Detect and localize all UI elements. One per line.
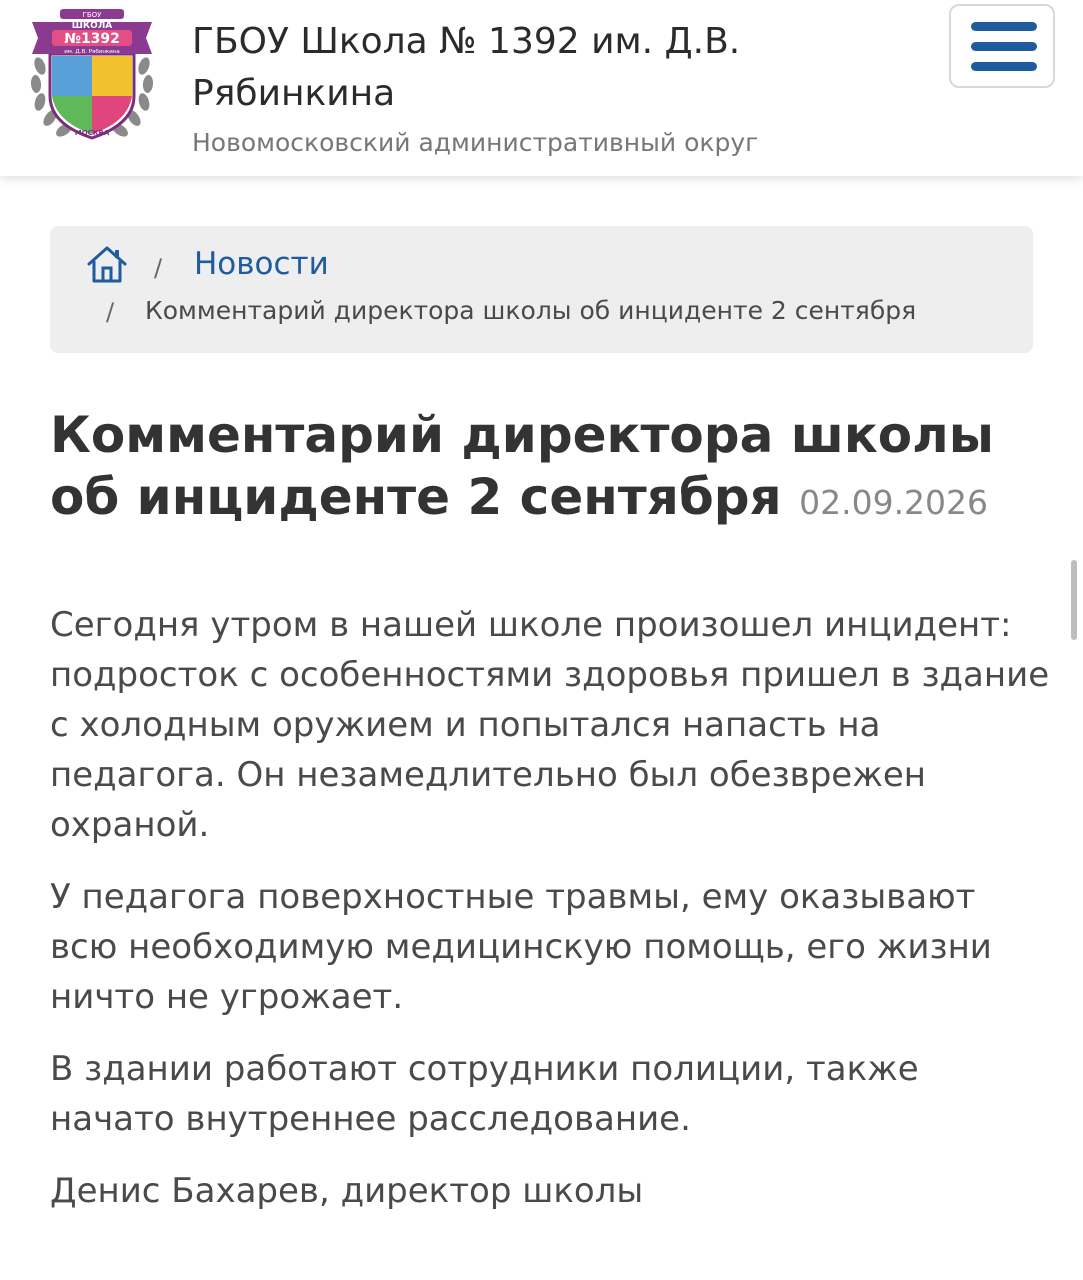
article-title — [50, 404, 1040, 534]
home-icon[interactable] — [86, 244, 128, 284]
article-body — [50, 600, 1050, 1238]
logo-city: МОСКВА — [74, 129, 110, 137]
article-date: 02.09.2026 — [799, 483, 989, 522]
article-signature: Денис Бахарев, директор школы — [50, 1171, 644, 1211]
breadcrumb-separator: / — [154, 254, 163, 282]
breadcrumb-separator: / — [106, 298, 115, 326]
breadcrumb-current: Комментарий директора школы об инциденте 2 сентября — [145, 296, 917, 325]
scrollbar[interactable] — [1071, 560, 1077, 640]
site-subtitle: Новомосковский административный округ — [192, 128, 759, 157]
article-paragraph: В здании работают сотрудники полиции, также начато внутреннее расследование. — [50, 1049, 919, 1139]
logo-number: №1392 — [64, 31, 120, 47]
breadcrumb-news-link[interactable]: Новости — [194, 246, 329, 282]
menu-button[interactable] — [949, 4, 1055, 88]
logo-name-text: им. Д.В. Рябинкина — [64, 49, 120, 55]
breadcrumb — [50, 226, 1033, 353]
logo-top-text: ГБОУ — [82, 11, 102, 19]
site-title[interactable]: ГБОУ Школа № 1392 им. Д.В. Рябинкина — [192, 21, 741, 114]
school-logo[interactable] — [22, 6, 162, 146]
article-title-text: Комментарий директора школы об инциденте 2 сентября — [50, 406, 994, 526]
site-header — [0, 0, 1083, 176]
article-paragraph: У педагога поверхностные травмы, ему оказывают всю необходимую медицинскую помощь, его жизни ничто не угрожает. — [50, 877, 992, 1017]
logo-school-word: ШКОЛА — [71, 21, 113, 31]
article-paragraph: Сегодня утром в нашей школе произошел инцидент: подросток с особенностями здоровья пришел в здание с холодным оружием и попытался напасть на педагога. Он незамедлительно был обезврежен охраной. — [50, 605, 1050, 845]
